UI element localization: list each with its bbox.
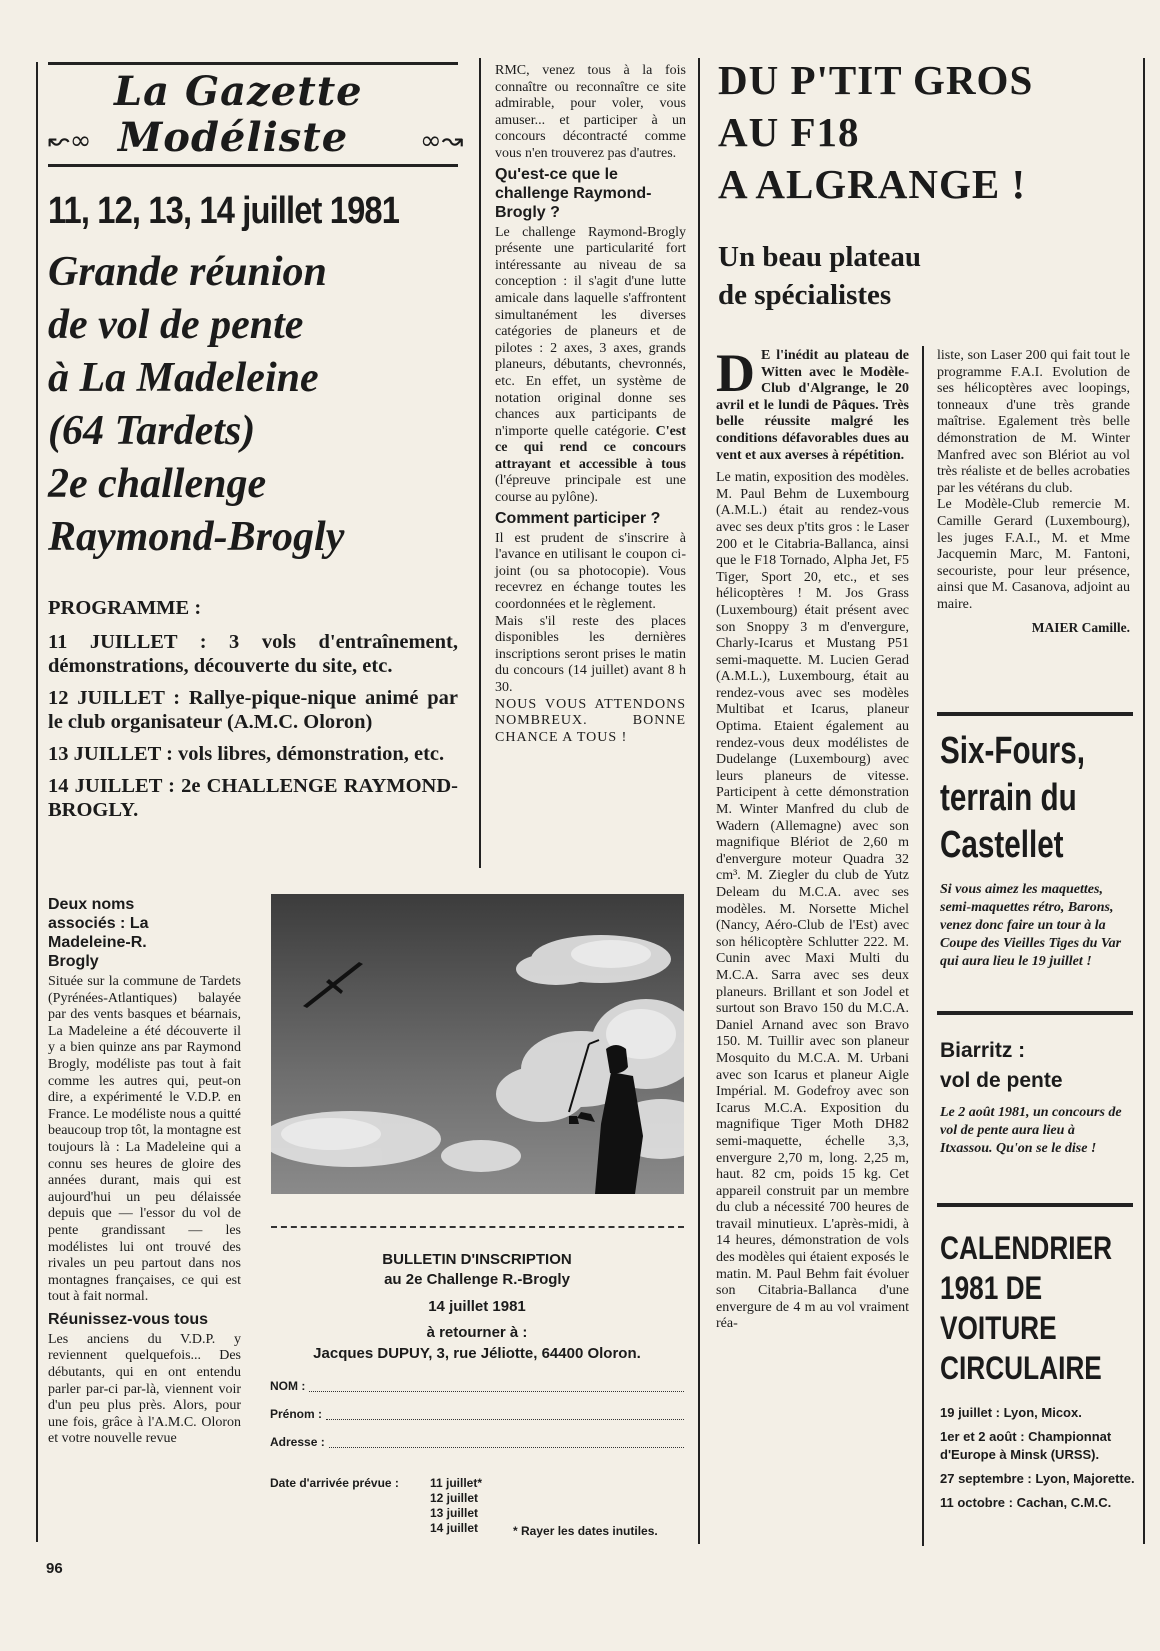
sixfours-box [940,728,1136,971]
article-lead [716,343,909,464]
article-body-a: Le matin, exposition des modèles. M. Paul Behm de Luxembourg (A.M.L.) était au rendez-vous avec ses deux p'tits gros : le Laser 200 et le Citabria-Ballanca, ainsi que le F18 Tornado, Alpha Jet, F5 Tiger, Sport 20, etc., et ses hélicoptères ! M. Jos Grass (Luxembourg) était présent avec son Snoppy 3 m d'envergure, Charly-Icarus et Mustang P51 semi-maquette. M. Lucien Gerad (A.M.L.), Luxembourg, était au rendez-vous avec ses modèles Multibat et Icarus, planeur Optima. Etaient également au rendez-vous deux modélistes de Dudelange (Luxembourg) avec leurs planeurs de vitesse. Participent à cette démonstration M. Winter Manfred du club de Wadern (Allemagne) avec son magnifique Blériot de 2,60 m d'envergure moteur Quadra 32 cm³. M. Ziegler du club de Yutz Deleam du M.C.A. avec ses modèles. M. Norsette Michel (Nancy, Aéro-Club de l'Est) avec son hélicoptère Schlutter 222. M. Cunin avec Maxi Multi du M.C.A. Sarra avec ses deux planeurs. Brillant et son Jodel et surtout son Bravo 150 du M.C.A. Daniel Arnand avec son Bravo 150. M. Tuillir avec son planeur Mosquito du M.C.A. M. Urbani avec son Icarus et planeur Aigle Impérial. M. Godefroy avec son Icarus M.C.A. Exposition du magnifique Tiger Moth DH82 semi-maquette, échelle 3,3, envergure 2,70 m, long. 2,25 m, haut. 82 cm, poids 15 kg. Cet appareil construit par un membre du club a nécessité 700 heures de travail minutieux. L'après-midi, à 14 heures, démonstration de vols des modèles qui étaient exposés le matin. M. Paul Behm fait évoluer son Citabria-Ballanca d'une envergure de 4 m au vol vraiment réa- [716,470,909,1332]
col2-para2: Il est prudent de s'inscrire à l'avance en utilisant le coupon ci-joint (ou sa photocopie). Vous recevrez en échange toutes les coordonnées et le règlement. [495,530,686,613]
sixfours-title-line: Six-Fours, [940,730,1085,772]
arrival-date-checkbox[interactable]: 13 juillet [430,1506,479,1520]
col2-text [495,63,686,746]
article-title [718,54,1098,210]
col2-para4: NOUS VOUS ATTENDONS NOMBREUX. BONNE CHANCE A TOUS ! [495,696,686,745]
calendar-item-text: Cachan, C.M.C. [1012,1495,1112,1510]
masthead [48,58,464,170]
address-field-label: Adresse : [270,1435,325,1449]
form-footnote: * Rayer les dates inutiles. [513,1524,658,1538]
event-title-line: de vol de pente [48,302,304,348]
masthead-line1: La Gazette [114,68,363,115]
col2-para1-text: Le challenge Raymond-Brogly présente une particularité fort intéressante au niveau de sa conception : il s'agit d'une lutte amicale dans laquelle s'affrontent simultanément les diverses catégories de planeurs et de pilotes : 2 axes, 3 axes, grands planeurs, débutants, chevronnés, etc. En effet, un système de notation original donne ses chances aux participants de n'importe quelle catégorie. [495,224,686,439]
event-title-line: (64 Tardets) [48,408,256,454]
calendar-item-date: 1er et 2 août : [940,1429,1025,1444]
form-date: 14 juillet 1981 [428,1298,526,1315]
biarritz-text: Le 2 août 1981, un concours de vol de pente aura lieu à Itxassou. Qu'on se le dise ! [940,1105,1122,1156]
calendar-item [940,1494,1136,1512]
biarritz-title-line: Biarritz : [940,1039,1026,1062]
article-subtitle [718,238,1058,314]
biarritz-title-line: vol de pente [940,1069,1063,1092]
calendar-item [940,1428,1136,1464]
registration-form [270,1250,684,1546]
calendar-title-line: CIRCULAIRE [940,1350,1102,1386]
programme-item: 14 JUILLET : 2e CHALLENGE RAYMOND-BROGLY. [48,775,458,821]
event-title [48,246,468,564]
col2-para0: RMC, venez tous à la fois connaître ou reconnaître ce site admirable, pour voler, vous amuser... et participer à un concours décontracté comme vous n'en trouverez pas d'autres. [495,63,686,161]
event-title-line: Grande réunion [48,249,327,295]
arrival-date-checkbox[interactable]: 12 juillet [430,1491,479,1505]
article-title-line: DU P'TIT GROS [718,57,1034,103]
article-title-line: A ALGRANGE ! [718,161,1027,207]
programme-item: 13 JUILLET : vols libres, démonstration, etc. [48,743,445,765]
masthead-ornament-left: ↜∞ [48,126,92,156]
article-body-c: Le Modèle-Club remercie M. Camille Gerard (Luxembourg), les juges F.A.I., M. et Mme Jacquemin Marc, M. Fantoni, secouriste, pour leur présence, ainsi que M. Casanova, adjoint au maire. [937,497,1130,612]
col1-para2: Les anciens du V.D.P. y reviennent quelquefois... Des débutants, qui en ont entendu parler par-ci par-là, viennent voir d'un peu plus près. Alors, pour une fois, grâce à l'A.M.C. Oloron et votre nouvelle revue [48,1331,241,1447]
article-lead-text: E l'inédit au plateau de Witten avec le Modèle-Club d'Algrange, le 20 avril et le lundi de Pâques. Très belle réussite malgré les conditions défavorables dues au vent et aux averses à répétition. [716,348,909,463]
glider-photo [271,894,684,1194]
event-title-line: à La Madeleine [48,355,319,401]
article-title-line: AU F18 [718,109,860,155]
calendar-title-line: CALENDRIER [940,1230,1113,1266]
programme-item: 11 JUILLET : 3 vols d'entraînement, démonstrations, découverte du site, etc. [48,631,458,677]
col1-text [48,893,241,1448]
col1-heading1: Deux noms associés : La Madeleine-R. Brogly [48,896,149,970]
event-title-line: 2e challenge [48,461,267,507]
name-field[interactable] [270,1372,684,1400]
cut-line [271,1226,684,1228]
dropcap: D [716,343,755,403]
article-body-b: liste, son Laser 200 qui fait tout le programme F.A.I. Evolution de ses hélicoptères avec loopings, tonneaux d'une très grande maîtrise. Egalement très belle démonstration de M. Winter Manfred avec son Blériot au vol très réaliste et de belles acrobaties par les vétérans du club. [937,348,1130,496]
event-dates: 11, 12, 13, 14 juillet 1981 [48,190,400,232]
form-address: Jacques DUPUY, 3, rue Jéliotte, 64400 Oloron. [313,1345,641,1362]
firstname-field-label: Prénom : [270,1407,323,1421]
sixfours-text: Si vous aimez les maquettes, semi-maquettes rétro, Barons, venez donc faire un tour à la Coupe des Vieilles Tiges du Var qui aura lieu le 19 juillet ! [940,882,1122,969]
calendar-item-text: Championnat d'Europe à Minsk (URSS). [940,1429,1112,1462]
calendar-box [940,1228,1136,1518]
sixfours-title-line: terrain du [940,777,1077,819]
calendar-title-line: 1981 DE [940,1270,1043,1306]
col2-para3: Mais s'il reste des places disponibles les dernières inscriptions seront prises le matin du concours (14 juillet) avant 8 h 30. [495,613,686,695]
article-col-b [937,348,1130,636]
page-number: 96 [46,1560,63,1577]
name-field-label: NOM : [270,1379,306,1393]
col2-para1 [495,225,686,507]
article-subtitle-line: de spécialistes [718,279,892,311]
address-field[interactable] [270,1428,684,1456]
calendar-item-text: Lyon, Micox. [999,1405,1082,1420]
col2-heading2: Comment participer ? [495,509,661,527]
firstname-field[interactable] [270,1400,684,1428]
col1-heading2: Réunissez-vous tous [48,1310,209,1328]
arrival-date-checkbox[interactable]: 14 juillet [430,1521,479,1535]
article-subtitle-line: Un beau plateau [718,241,922,273]
calendar-item-text: Lyon, Majorette. [1031,1471,1135,1486]
programme-item: 12 JUILLET : Rallye-pique-nique animé par le club organisateur (A.M.C. Oloron) [48,687,458,733]
article-col-a [716,343,909,1333]
masthead-ornament-right: ∞↝ [420,126,464,156]
col2-heading1: Qu'est-ce que le challenge Raymond-Brogly ? [495,165,652,221]
biarritz-box [940,1036,1136,1158]
masthead-line2: Modéliste [118,114,349,161]
arrival-label: Date d'arrivée prévue : [270,1476,399,1490]
event-title-line: Raymond-Brogly [48,514,345,560]
calendar-item-date: 11 octobre : [940,1495,1013,1510]
col1-para1: Située sur la commune de Tardets (Pyrénées-Atlantiques) balayée par des vents basques et béarnais, La Madeleine a été découverte il y a bien quinze ans par Raymond Brogly, modéliste pas tout à fait comme les autres qui, peut-on dire, a expérimenté le V.D.P. en France. Le modéliste nous a quitté beaucoup trop tôt, la montagne est toujours là : La Madeleine qui a connu ses heures de gloire des années durant, mais qui est aujourd'hui un peu délaissée depuis que — l'essor du vol de pente grandissant — les modélistes lui ont trouvé des rivales un peu partout dans nos montagnes françaises, ce qui est tout à fait normal. [48,974,241,1305]
calendar-title-line: VOITURE [940,1310,1057,1346]
programme-heading: PROGRAMME : [48,597,202,619]
col2-para1-bold: C'est ce qui rend ce concours attrayant et accessible à tous [495,423,686,472]
form-return-to: à retourner à : [426,1324,528,1341]
col2-para1-end: (l'épreuve principale est une course au pylône). [495,473,686,506]
form-subtitle: au 2e Challenge R.-Brogly [384,1271,570,1288]
programme [48,596,458,830]
article-signature: MAIER Camille. [1031,619,1130,635]
sixfours-title-line: Castellet [940,824,1064,866]
calendar-item [940,1404,1136,1422]
calendar-item [940,1470,1136,1488]
calendar-item-date: 19 juillet : [940,1405,1000,1420]
form-title: BULLETIN D'INSCRIPTION [382,1251,572,1268]
calendar-item-date: 27 septembre : [940,1471,1032,1486]
arrival-date-checkbox[interactable]: 11 juillet* [430,1476,483,1490]
